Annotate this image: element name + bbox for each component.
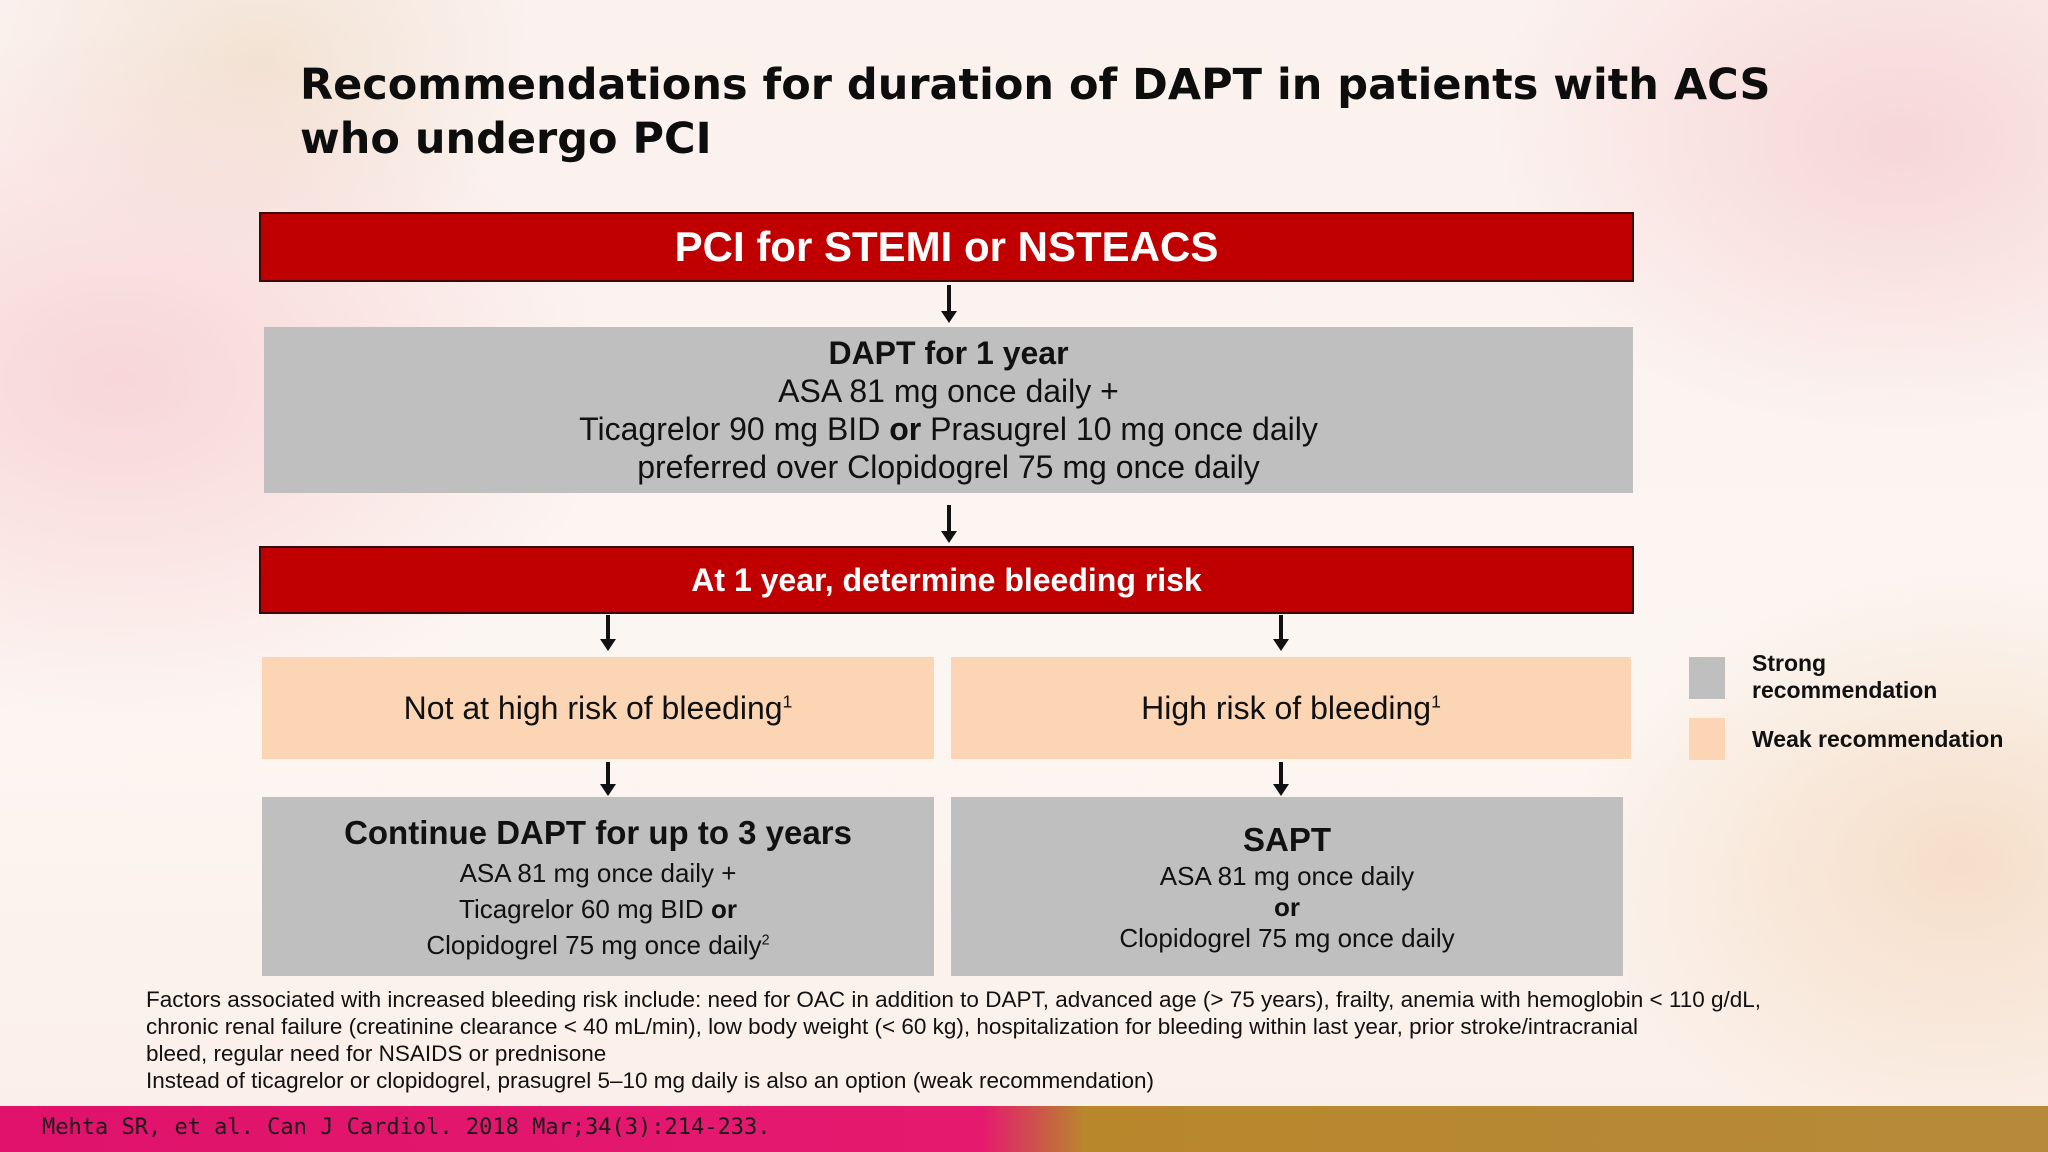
sapt-heading: SAPT [1242,821,1331,858]
dapt-1-year-box [264,327,1633,493]
dapt-line-preferred: preferred over Clopidogrel 75 mg once daily [637,449,1260,485]
footnote-1-line-2: chronic renal failure (creatinine clearance < 40 mL/min), low body weight (< 60 kg), hospitalization for bleeding within last year, prior stroke/intracranial [146,1014,1638,1039]
footnote-1-line-1: Factors associated with increased bleeding risk include: need for OAC in addition to DAPT, advanced age (> 75 years), frailty, anemia with hemoglobin < 110 g/dL, [146,987,1762,1012]
dapt-prasugrel-text: Prasugrel 10 mg once daily [930,411,1318,447]
citation: Mehta SR, et al. Can J Cardiol. 2018 Mar;34(3):214-233. [42,1115,771,1140]
continue-dapt-box [262,797,934,976]
high-risk-box [951,657,1631,759]
high-risk-text: High risk of bleeding [1141,689,1432,726]
sapt-line-clopidogrel: Clopidogrel 75 mg once daily [1119,923,1455,953]
arrow-down-icon [600,762,616,796]
legend-strong-swatch [1689,657,1725,699]
sapt-box [951,797,1623,976]
legend-weak-swatch [1689,718,1725,760]
sapt-or-text: or [1274,892,1300,922]
arrow-down-icon [941,285,957,323]
dapt-line-asa: ASA 81 mg once daily + [778,373,1119,409]
footnote-1-line-3: bleed, regular need for NSAIDS or prednisone [146,1041,607,1066]
pci-label: PCI for STEMI or NSTEACS [674,223,1219,270]
footnote-ref-2: 2 [761,931,770,948]
not-high-risk-text: Not at high risk of bleeding [403,689,783,726]
high-risk-label [1141,690,1441,727]
legend-strong-label [1752,650,1937,704]
continue-line-ticagrelor [459,891,737,927]
slide-title: Recommendations for duration of DAPT in patients with ACS who undergo PCI [300,60,1771,164]
legend-strong-line1: Strong [1752,650,1827,676]
continue-clopidogrel-text: Clopidogrel 75 mg once daily [426,929,762,960]
bleeding-risk-label: At 1 year, determine bleeding risk [691,561,1202,598]
footnotes [146,986,1926,1094]
legend-weak-label: Weak recommendation [1752,726,2004,752]
bleeding-risk-box [259,546,1634,614]
pci-box [259,212,1634,282]
dapt-heading: DAPT for 1 year [828,335,1069,371]
continue-line-clopidogrel [426,927,769,963]
dapt-line-ticagrelor [579,410,1318,448]
arrow-down-icon [1273,762,1289,796]
continue-line-asa: ASA 81 mg once daily + [459,857,737,888]
dapt-or-text: or [889,411,922,447]
not-high-risk-label [404,690,793,727]
not-high-risk-box [262,657,934,759]
continue-dapt-heading: Continue DAPT for up to 3 years [344,813,852,851]
arrow-down-icon [941,505,957,543]
arrow-down-icon [600,615,616,651]
arrow-down-icon [1273,615,1289,651]
footnote-2: Instead of ticagrelor or clopidogrel, prasugrel 5–10 mg daily is also an option (weak recommendation) [146,1068,1155,1093]
legend-strong-line2: recommendation [1752,677,1938,703]
footnote-ref-1: 1 [1431,690,1441,711]
footnote-ref-1: 1 [782,690,793,711]
continue-or-text: or [710,893,737,924]
dapt-ticagrelor-text: Ticagrelor 90 mg BID [579,411,881,447]
sapt-line-asa: ASA 81 mg once daily [1159,861,1415,891]
continue-ticagrelor-text: Ticagrelor 60 mg BID [459,893,704,924]
